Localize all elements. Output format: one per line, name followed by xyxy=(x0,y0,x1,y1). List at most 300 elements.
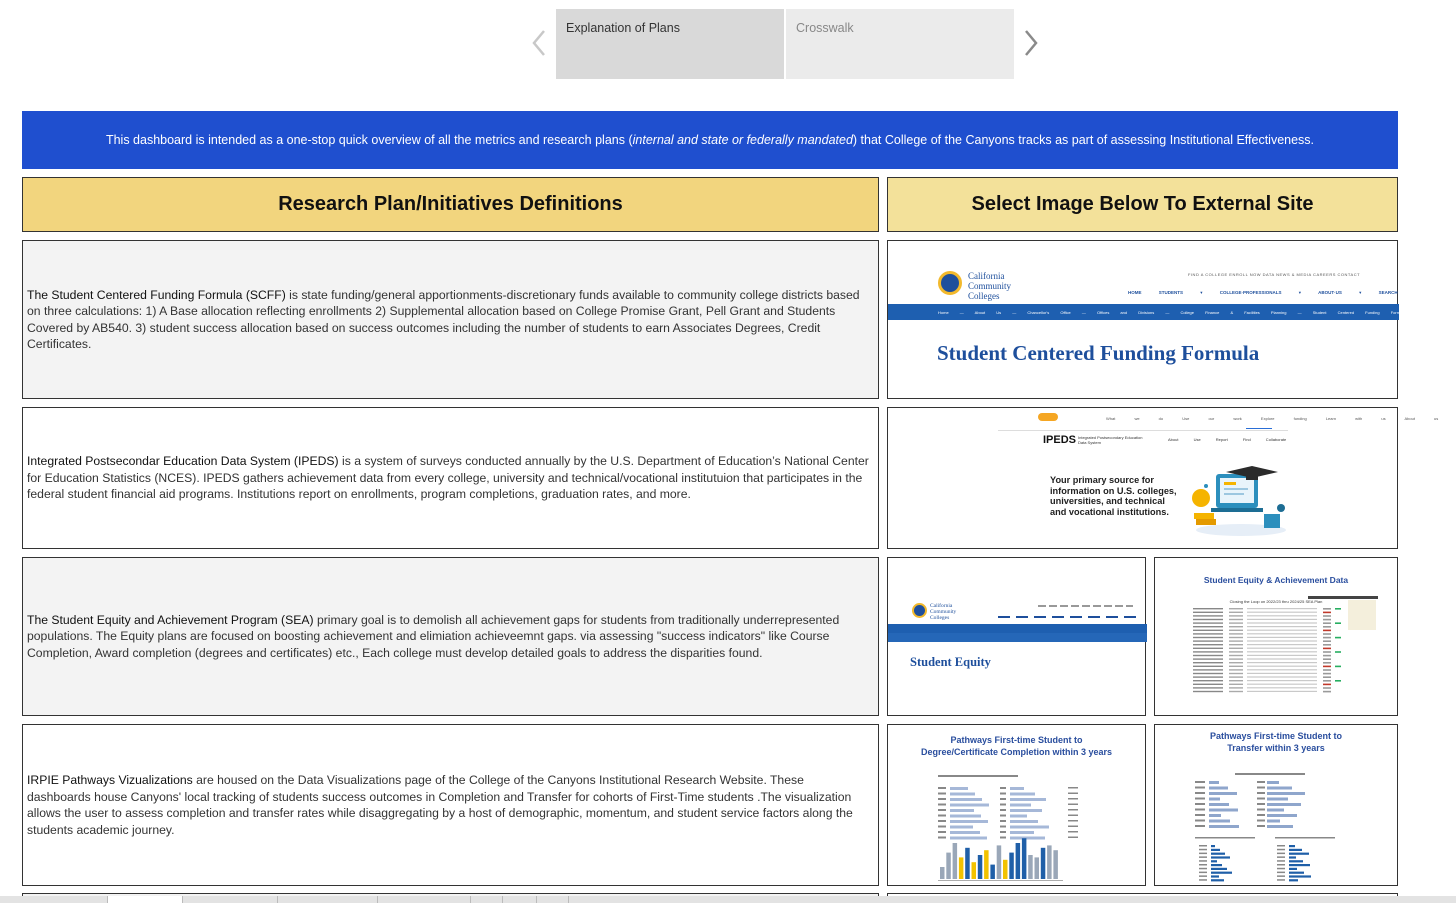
bar xyxy=(1010,820,1038,823)
row-label xyxy=(1000,798,1006,800)
breadcrumb: Home — About Us — Chancellor's Office — Offices and Divisions — College Finance & Facilities Planning — Student Centered Funding Formula xyxy=(888,304,1399,320)
row-label xyxy=(1193,662,1223,663)
row-cell xyxy=(1229,612,1243,613)
banner-text-after: ) that College of the Canyons tracks as part of assessing Institutional Effectiveness. xyxy=(852,133,1315,147)
row-label xyxy=(1000,804,1006,806)
title-line: Degree/Certificate Completion within 3 years xyxy=(920,746,1113,757)
bar xyxy=(1289,868,1297,870)
axis-line xyxy=(938,880,1063,881)
row-cell xyxy=(1247,644,1317,645)
column-bar xyxy=(1009,853,1014,879)
org-line: Colleges xyxy=(930,615,950,621)
row-label xyxy=(1000,820,1006,822)
row-label xyxy=(1193,676,1223,677)
row-cell xyxy=(1229,684,1243,685)
row-label xyxy=(1193,658,1223,659)
bar xyxy=(950,826,973,829)
sheet-tab[interactable] xyxy=(182,896,183,903)
row-cell xyxy=(1229,673,1243,674)
bar xyxy=(950,798,982,801)
row-label xyxy=(1193,633,1223,634)
row-marker xyxy=(1323,633,1331,635)
thumbnail-subtitle: Closing the Loop on 2022/23 thru 2024/25 SEA Plan xyxy=(1229,599,1323,604)
row-cell xyxy=(1247,612,1317,613)
tab-crosswalk[interactable]: Crosswalk xyxy=(786,9,1014,79)
row-cell xyxy=(1247,655,1317,656)
row-label xyxy=(1195,781,1205,783)
legend-box xyxy=(1348,600,1376,630)
ipeds-nav: About Use Report Find Collaborate xyxy=(1168,437,1287,442)
bar xyxy=(1211,853,1225,855)
page-title: Student Equity xyxy=(910,655,991,669)
row-marker xyxy=(1323,622,1331,624)
sea-data-dashboard-link[interactable] xyxy=(1154,557,1398,716)
california-community-colleges-logo-icon xyxy=(912,603,927,618)
row-label xyxy=(1193,619,1223,620)
bar xyxy=(1010,787,1024,790)
bar xyxy=(950,804,989,807)
bar xyxy=(1010,793,1035,796)
row-label xyxy=(1193,673,1223,674)
chart-subtitle xyxy=(938,775,1018,777)
bar xyxy=(1211,872,1232,874)
row-cell xyxy=(1247,637,1317,638)
row-cell xyxy=(1247,615,1317,616)
sheet-tab[interactable] xyxy=(502,896,503,903)
site-nav: HOME STUDENTS ▾ COLLEGE·PROFESSIONALS ▾ ABOUT·US ▾ SEARCH xyxy=(1128,290,1398,295)
row-label xyxy=(1193,648,1223,649)
cc-org-name xyxy=(968,271,1011,301)
divider xyxy=(998,430,1288,431)
bar xyxy=(1267,792,1305,795)
row-cell xyxy=(1247,640,1317,641)
row-marker xyxy=(1323,658,1331,660)
row-label xyxy=(938,798,946,800)
row-label xyxy=(1193,608,1223,609)
bar xyxy=(1209,814,1221,817)
title-line: Pathways First-time Student to xyxy=(1209,731,1343,741)
org-line: Community xyxy=(930,609,957,615)
row-marker xyxy=(1323,608,1331,610)
row-cell xyxy=(1229,615,1243,616)
row-cell xyxy=(1229,619,1243,620)
row-label xyxy=(938,820,946,822)
definitions-header: Research Plan/Initiatives Definitions xyxy=(22,177,879,232)
legend-item xyxy=(1068,815,1078,817)
row-label xyxy=(1193,637,1223,638)
row-marker xyxy=(1323,691,1331,693)
row-cell xyxy=(1247,676,1317,677)
row-label xyxy=(1193,640,1223,641)
bar xyxy=(1211,856,1230,858)
scff-site-link[interactable] xyxy=(887,240,1406,399)
row-cell xyxy=(1247,622,1317,623)
row-marker xyxy=(1323,651,1331,653)
bar xyxy=(1010,826,1049,829)
row-label xyxy=(1193,684,1223,685)
bar xyxy=(1289,849,1302,851)
bar xyxy=(1289,845,1295,847)
row-marker xyxy=(1323,648,1331,650)
row-cell xyxy=(1229,676,1243,677)
bar xyxy=(1209,787,1228,790)
row-cell xyxy=(1247,687,1317,688)
row-label xyxy=(1193,666,1223,667)
row-label xyxy=(1193,680,1223,681)
column-bar xyxy=(978,855,983,879)
thumbnail-title xyxy=(1155,731,1397,754)
bar xyxy=(950,837,987,840)
row-marker xyxy=(1323,644,1331,646)
row-cell xyxy=(1229,666,1243,667)
row-marker xyxy=(1323,615,1331,617)
row-cell xyxy=(1229,633,1243,634)
row-label xyxy=(1277,868,1285,870)
row-label xyxy=(1000,787,1006,789)
column-bar xyxy=(1041,848,1046,879)
row-label xyxy=(1257,820,1265,822)
bar xyxy=(1267,814,1297,817)
row-marker xyxy=(1335,622,1341,624)
row-marker xyxy=(1323,676,1331,678)
completion-chart-thumbnail-icon xyxy=(938,769,1133,885)
sea-table-thumbnail-icon xyxy=(1193,596,1378,696)
column-bar xyxy=(1047,845,1052,879)
column-bar xyxy=(1003,860,1008,879)
bar xyxy=(1211,860,1217,862)
row-label xyxy=(1000,809,1006,811)
row-label xyxy=(1193,651,1223,652)
row-label xyxy=(1193,669,1223,670)
row-label xyxy=(938,837,946,839)
ipeds-tagline: Your primary source for information on U.S. colleges, universities, and technical and vocational institutions. xyxy=(1050,475,1177,517)
bar xyxy=(1267,803,1301,806)
column-bar xyxy=(1016,843,1021,879)
breadcrumb-strip xyxy=(888,633,1147,642)
row-marker xyxy=(1323,684,1331,686)
row-label xyxy=(1193,626,1223,627)
row-label xyxy=(938,809,946,811)
row-cell xyxy=(1229,630,1243,631)
pathways-definition xyxy=(22,724,879,886)
bar xyxy=(1289,853,1309,855)
row-label xyxy=(1199,875,1207,877)
active-underline xyxy=(1246,428,1272,429)
row-cell xyxy=(1247,619,1317,620)
row-label xyxy=(1195,825,1205,827)
row-cell xyxy=(1229,640,1243,641)
sea-definition xyxy=(22,557,879,716)
sheet-tab[interactable] xyxy=(470,896,471,903)
row-label xyxy=(1193,612,1223,613)
row-label xyxy=(1193,687,1223,688)
column-bar xyxy=(990,865,995,879)
banner-text-italic: internal and state or federally mandated xyxy=(632,133,853,147)
bar xyxy=(1211,868,1227,870)
row-label xyxy=(1257,798,1265,800)
section-label xyxy=(1195,837,1255,839)
definition-term: The Student Equity and Achievement Program (SEA) xyxy=(27,612,314,627)
row-label xyxy=(1277,856,1285,858)
row-label xyxy=(1195,820,1205,822)
row-marker xyxy=(1323,655,1331,657)
row-marker xyxy=(1323,637,1331,639)
row-cell xyxy=(1229,687,1243,688)
next-arrow-icon[interactable] xyxy=(1020,28,1042,58)
sheet-tab[interactable] xyxy=(568,896,569,903)
pathways-transfer-dashboard-link[interactable] xyxy=(1154,724,1398,886)
breadcrumb-strip xyxy=(888,624,1147,633)
column-bar xyxy=(959,857,964,879)
legend-item xyxy=(1068,831,1078,833)
row-label xyxy=(1277,849,1285,851)
definition-text: are housed on the Data Visualizations page of the College of the Canyons Institutional Research Website. These dashboards house Canyons' local tracking of students success outcomes in Completion and Transfer for cohorts of First-Time students .The visualization allows the user to assess completion and transfer rates while disaggregating by a host of demographic, momentum, and student service factors along the students academic journey. xyxy=(27,773,853,837)
bar xyxy=(1267,781,1279,784)
legend-item xyxy=(1068,826,1078,828)
previous-arrow-icon[interactable] xyxy=(528,28,550,58)
row-label xyxy=(1199,872,1207,874)
column-bar xyxy=(984,850,989,879)
row-cell xyxy=(1229,662,1243,663)
row-label xyxy=(1195,798,1205,800)
definition-text: is state funding/general apportionments-discretionary funds available to community college districts based on three calculations: 1) A Base allocation reflecting enrollments 2) Supplemental allocation based on College Promise Grant, Pell Grant and Students Covered by AB540. 3) student success allocation based on success outcomes including the number of students to earn Associates Degrees, Credit Certificates. xyxy=(27,287,860,351)
ipeds-site-link[interactable] xyxy=(887,407,1439,549)
bar xyxy=(1267,809,1284,812)
row-label xyxy=(1000,815,1006,817)
row-cell xyxy=(1247,684,1317,685)
row-cell xyxy=(1247,658,1317,659)
definition-text: is a system of surveys conducted annually by the U.S. Department of Education’s National Center for Education Statistics (NCES). IPEDS gathers achievement data from every college, university and technical/vocational institutuion that participates in the federal student financial aid programs. Institutions report on enrollments, program completions, graduation rates, and more. xyxy=(27,454,869,502)
definition-term: The Student Centered Funding Formula (SCFF) xyxy=(27,287,286,302)
row-label xyxy=(1195,814,1205,816)
row-label xyxy=(1193,622,1223,623)
row-label xyxy=(1277,860,1285,862)
bar xyxy=(950,787,968,790)
row-label xyxy=(1000,826,1006,828)
row-label xyxy=(1277,864,1285,866)
bar xyxy=(1289,879,1298,881)
row-label xyxy=(1195,803,1205,805)
bar xyxy=(1209,820,1230,823)
bar xyxy=(1289,875,1311,877)
bar xyxy=(1209,792,1237,795)
row-label xyxy=(1277,853,1285,855)
sheet-tab-strip xyxy=(0,896,1456,903)
row-cell xyxy=(1229,622,1243,623)
row-marker xyxy=(1323,666,1331,668)
row-cell xyxy=(1247,651,1317,652)
row-label xyxy=(1277,879,1285,881)
row-label xyxy=(938,793,946,795)
row-label xyxy=(1193,655,1223,656)
row-cell xyxy=(1247,630,1317,631)
row-label xyxy=(1257,814,1265,816)
row-cell xyxy=(1229,655,1243,656)
row-cell xyxy=(1247,673,1317,674)
row-label xyxy=(1193,615,1223,616)
bar xyxy=(1010,831,1034,834)
california-community-colleges-logo-icon xyxy=(938,271,962,295)
bar xyxy=(1209,781,1219,784)
page-title: Student Centered Funding Formula xyxy=(937,341,1260,365)
column-bar xyxy=(972,862,977,879)
bar xyxy=(950,820,988,823)
definition-term: Integrated Postsecondar Education Data System (IPEDS) xyxy=(27,454,339,469)
row-label xyxy=(938,831,946,833)
row-label xyxy=(1257,825,1265,827)
transfer-chart-thumbnail-icon xyxy=(1195,769,1380,885)
row-label xyxy=(1277,875,1285,877)
row-label xyxy=(1257,781,1265,783)
row-marker xyxy=(1335,680,1341,682)
row-cell xyxy=(1229,644,1243,645)
bar xyxy=(1211,875,1219,877)
header-bar xyxy=(1308,596,1378,599)
intro-banner xyxy=(22,111,1398,169)
bar xyxy=(1267,820,1280,823)
row-marker xyxy=(1335,608,1341,610)
row-marker xyxy=(1323,662,1331,664)
legend-item xyxy=(1068,809,1078,811)
thumbnail-title: Student Equity & Achievement Data xyxy=(1203,575,1349,585)
column-bar xyxy=(1028,855,1033,879)
row-label xyxy=(1257,787,1265,789)
row-label xyxy=(1193,630,1223,631)
scff-definition xyxy=(22,240,879,399)
external-site-header: Select Image Below To External Site xyxy=(887,177,1398,232)
bar xyxy=(1289,864,1310,866)
row-label xyxy=(1257,803,1265,805)
row-cell xyxy=(1229,648,1243,649)
ipeds-logo-subtitle: Integrated Postsecondary Education Data System xyxy=(1078,435,1143,445)
tab-explanation-of-plans[interactable]: Explanation of Plans xyxy=(556,9,784,79)
definition-term: IRPIE Pathways Vizualizations xyxy=(27,773,193,787)
row-cell xyxy=(1229,658,1243,659)
title-line: Pathways First-time Student to xyxy=(950,735,1083,745)
nces-logo-icon xyxy=(1038,413,1058,421)
top-links: FIND A COLLEGE ENROLL NOW DATA NEWS & MEDIA CAREERS CONTACT xyxy=(1188,272,1361,277)
row-label xyxy=(938,815,946,817)
graduation-illustration-icon xyxy=(1186,458,1291,538)
row-cell xyxy=(1229,626,1243,627)
ipeds-definition xyxy=(22,407,879,549)
row-cell xyxy=(1247,626,1317,627)
column-bar xyxy=(1035,857,1040,879)
row-label xyxy=(1199,845,1207,847)
sheet-tab[interactable] xyxy=(277,896,278,903)
row-label xyxy=(1000,793,1006,795)
row-label xyxy=(1199,856,1207,858)
sheet-tab[interactable] xyxy=(377,896,378,903)
row-cell xyxy=(1247,669,1317,670)
column-bar xyxy=(997,845,1002,879)
pathways-completion-dashboard-link[interactable] xyxy=(887,724,1146,886)
title-line: Transfer within 3 years xyxy=(1227,742,1325,753)
row-label xyxy=(1199,864,1207,866)
bar xyxy=(1289,872,1304,874)
row-cell xyxy=(1247,680,1317,681)
column-bar xyxy=(1053,850,1058,879)
sheet-tab[interactable] xyxy=(536,896,537,903)
row-marker xyxy=(1323,687,1331,689)
top-links: What we do Use our work Explore funding Learn with us About us xyxy=(1106,416,1439,421)
student-equity-site-link[interactable] xyxy=(887,557,1146,716)
bar xyxy=(1211,864,1222,866)
bar xyxy=(1209,798,1220,801)
row-marker xyxy=(1323,619,1331,621)
column-bar xyxy=(946,853,951,879)
row-cell xyxy=(1229,691,1243,692)
row-label xyxy=(1199,868,1207,870)
bar xyxy=(1209,809,1238,812)
row-marker xyxy=(1323,680,1331,682)
org-line: California xyxy=(968,271,1005,281)
legend-item xyxy=(1068,793,1078,795)
column-bar xyxy=(1022,838,1027,879)
definition-text: primary goal is to demolish all achievement gaps for students from traditionally underrepresented populations. The Equity plans are focused on boosting achievement and elimiation achieveemnt gaps. via assessing "success indicators" like Course Completion, Award completion (degrees and certificates) etc., Each college must develop detailed goals to address the disparities found. xyxy=(27,612,840,660)
legend-item xyxy=(1068,787,1078,789)
row-label xyxy=(1000,831,1006,833)
row-label xyxy=(1199,860,1207,862)
bar xyxy=(950,831,980,834)
row-cell xyxy=(1247,662,1317,663)
bar xyxy=(1267,825,1293,828)
row-label xyxy=(1000,837,1006,839)
bar xyxy=(1010,837,1045,840)
row-label xyxy=(938,804,946,806)
bar xyxy=(950,793,975,796)
row-marker xyxy=(1323,673,1331,675)
bar xyxy=(950,809,974,812)
row-label xyxy=(1199,853,1207,855)
row-marker xyxy=(1323,626,1331,628)
row-label xyxy=(1257,809,1265,811)
row-cell xyxy=(1247,648,1317,649)
section-label xyxy=(1275,837,1335,839)
row-label xyxy=(1277,872,1285,874)
row-label xyxy=(938,787,946,789)
row-cell xyxy=(1247,666,1317,667)
bar xyxy=(1209,825,1239,828)
ipeds-logo: IPEDS xyxy=(1043,434,1077,446)
row-label xyxy=(1195,787,1205,789)
legend-item xyxy=(1068,798,1078,800)
row-marker xyxy=(1335,637,1341,639)
row-label xyxy=(1277,845,1285,847)
bar xyxy=(1211,845,1215,847)
row-cell xyxy=(1229,669,1243,670)
thumbnail-title xyxy=(888,735,1145,758)
sheet-tab[interactable] xyxy=(107,896,182,903)
bar xyxy=(1010,815,1027,818)
bar xyxy=(1010,804,1031,807)
row-cell xyxy=(1229,651,1243,652)
row-label xyxy=(938,826,946,828)
row-label xyxy=(1193,644,1223,645)
bar xyxy=(1289,860,1303,862)
row-marker xyxy=(1323,630,1331,632)
bar xyxy=(1010,798,1046,801)
row-cell xyxy=(1247,608,1317,609)
row-marker xyxy=(1323,612,1331,614)
bar xyxy=(1211,879,1224,881)
row-marker xyxy=(1335,666,1341,668)
bar xyxy=(950,815,981,818)
banner-text-before: This dashboard is intended as a one-stop quick overview of all the metrics and research plans ( xyxy=(105,133,633,147)
legend-item xyxy=(1068,837,1078,839)
column-bar xyxy=(965,848,970,879)
row-marker xyxy=(1335,651,1341,653)
